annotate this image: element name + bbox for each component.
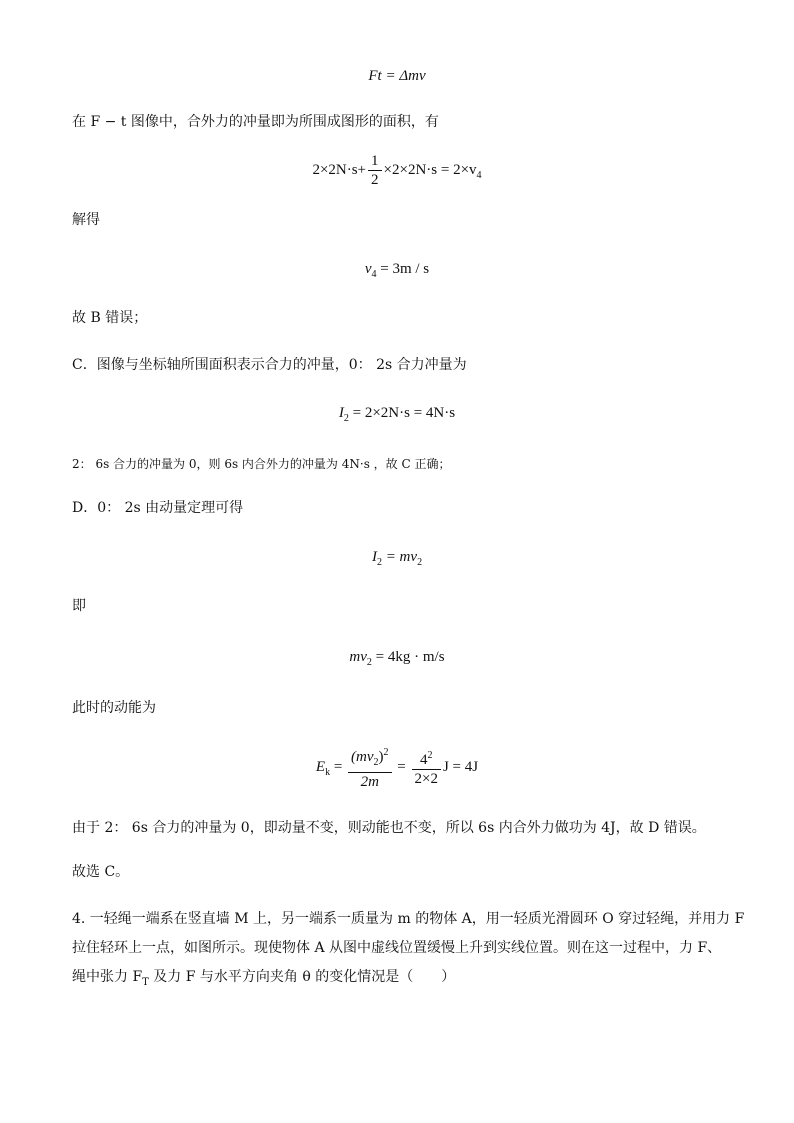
eq5-sub2: 2 xyxy=(417,557,423,568)
paragraph-option-d: D．0： 2s 由动量定理可得 xyxy=(72,500,244,516)
paragraph-c-correct: 2： 6s 合力的冲量为 0，则 6s 内合外力的冲量为 4N·s ，故 C 正确； xyxy=(72,457,451,471)
paragraph-area-impulse: 在 F − t 图像中，合外力的冲量即为所围成图形的面积，有 xyxy=(72,114,439,130)
eq5-sub: 2 xyxy=(376,557,382,568)
eq7-f1-num xyxy=(348,744,392,773)
eq3-rest: = 3m / s xyxy=(376,261,430,277)
eq4-var: I xyxy=(338,405,344,421)
paragraph-answer-c: 故选 C。 xyxy=(72,864,130,880)
eq2-left: 2×2N·s+ xyxy=(312,161,367,178)
eq7-tail: J = 4J xyxy=(442,758,479,775)
eq6-rest: = 4kg · m/s xyxy=(371,649,445,665)
eq5-mid: = mv xyxy=(381,549,418,565)
eq6-var: mv xyxy=(349,649,367,665)
eq7-lhs-sub: k xyxy=(325,766,331,778)
equation-area-sum xyxy=(0,152,794,189)
eq1-text: Ft = Δmv xyxy=(368,68,426,84)
eq2-right: ×2×2N·s = 2×v xyxy=(383,161,477,178)
paragraph-option-c: C．图像与坐标轴所围面积表示合力的冲量，0： 2s 合力冲量为 xyxy=(72,357,467,373)
eq6-sub: 2 xyxy=(366,657,372,668)
eq7-f2-num xyxy=(412,747,441,770)
eq2-fraction xyxy=(368,152,382,189)
equation-impulse-momentum xyxy=(0,65,794,87)
eq2-sub: 4 xyxy=(476,169,482,181)
eq4-rest: = 2×2N·s = 4N·s xyxy=(348,405,456,421)
eq7-f1-num-sup: 2 xyxy=(383,747,389,758)
eq7-fraction-1 xyxy=(348,744,392,791)
eq3-sub: 4 xyxy=(371,269,377,280)
q4-line3-a: 绳中张力 F xyxy=(72,969,143,985)
paragraph-d-wrong: 由于 2： 6s 合力的冲量为 0，即动量不变，则动能也不变，所以 6s 内合外力做功为 4J，故 D 错误。 xyxy=(72,820,706,836)
eq7-lhs: E xyxy=(315,758,326,775)
equation-mv2 xyxy=(0,646,794,674)
eq7-f2-num-sup: 2 xyxy=(427,750,433,761)
eq7-f2-den: 2×2 xyxy=(414,771,438,787)
paragraph-b-wrong: 故 B 错误； xyxy=(72,310,148,326)
equation-v4 xyxy=(0,258,794,286)
eq7-f1-den: 2m xyxy=(360,774,379,790)
eq7-f1-num-sub: 2 xyxy=(373,757,379,768)
q4-line3-sub: T xyxy=(142,976,149,988)
eq2-frac-num: 1 xyxy=(368,152,382,171)
equation-momentum-theorem xyxy=(0,546,794,574)
question-4-line-3 xyxy=(72,967,455,993)
equation-i2 xyxy=(0,402,794,430)
paragraph-namely: 即 xyxy=(72,598,86,614)
eq7-fraction-2 xyxy=(412,747,441,788)
equation-ek: $E_k$ = $\frac{(mv_2)^2}{2m}$ = $\frac{4^2}{2\times 2}$ J = 4J xyxy=(0,744,794,791)
question-4-line-1: 4. 一轻绳一端系在竖直墙 M 上，另一端系一质量为 m 的物体 A，用一轻质光滑圆环 O 穿过轻绳，并用力 F xyxy=(72,911,745,927)
question-4-line-2: 拉住轻环上一点，如图所示。现使物体 A 从图中虚线位置缓慢上升到实线位置。则在这一过程中，力 F、 xyxy=(72,940,722,956)
eq3-var: v xyxy=(364,261,372,277)
q4-line3-rest: 及力 F 与水平方向夹角 θ 的变化情况是（ ） xyxy=(148,969,456,985)
paragraph-solve: 解得 xyxy=(72,212,100,228)
eq4-sub: 2 xyxy=(343,413,349,424)
eq7-f1-num-b: ) xyxy=(378,749,384,765)
eq2-frac-den: 2 xyxy=(371,172,379,188)
paragraph-kinetic-energy: 此时的动能为 xyxy=(72,700,156,716)
eq7-f1-num-a: (mv xyxy=(351,749,374,765)
eq5-var: I xyxy=(371,549,377,565)
eq7-f2-num-base: 4 xyxy=(419,752,428,768)
